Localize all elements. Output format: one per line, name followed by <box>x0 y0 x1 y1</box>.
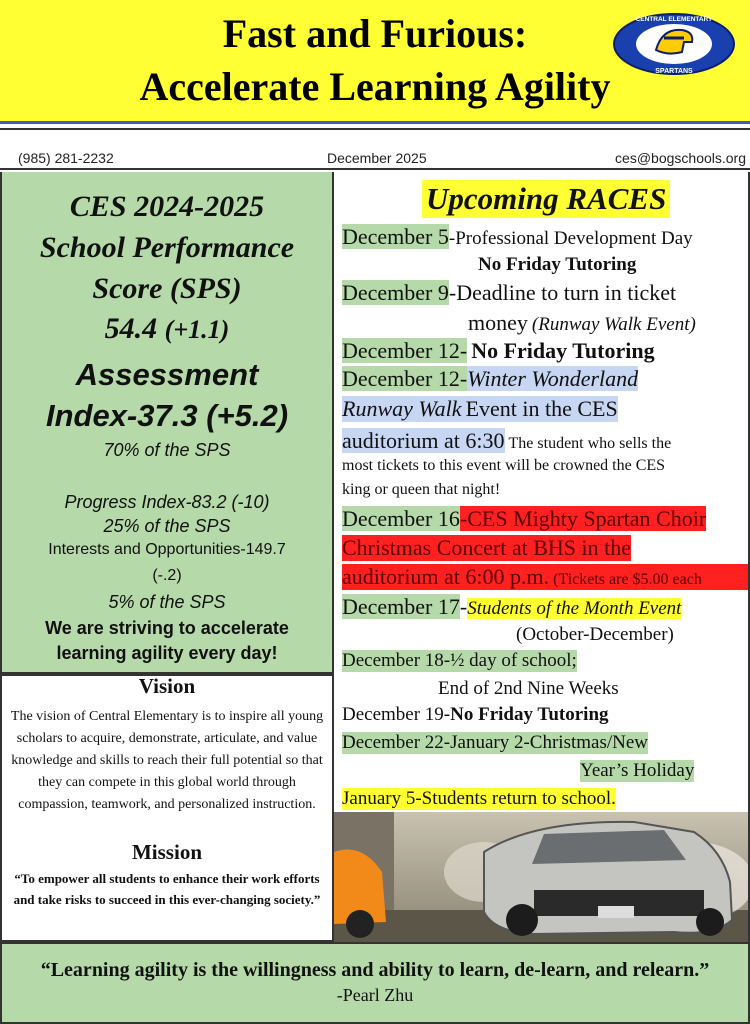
mission-text: “To empower all students to enhance their work efforts and take risks to succeed in this ever-changing society.” <box>13 871 321 907</box>
assessment-index <box>2 354 332 436</box>
event-item: January 5-Students return to school. <box>342 788 616 809</box>
sps-title-line: Score (SPS) <box>92 272 242 305</box>
assessment-pct: 70% of the SPS <box>103 440 231 460</box>
header-banner <box>0 0 750 124</box>
interests-pct: 5% of the SPS <box>108 592 226 612</box>
assessment-line: Index-37.3 (+5.2) <box>45 398 289 433</box>
vision-mission-panel <box>0 674 334 942</box>
sps-score-delta: (+1.1) <box>164 315 230 344</box>
event-item: December 17-Students of the Month Event <box>342 594 682 619</box>
event-date: December 5 <box>342 224 449 249</box>
event-text: No Friday Tutoring <box>471 338 655 363</box>
event-text-italic: Winter Wonderland <box>467 366 639 391</box>
event-date: December 19- <box>342 704 451 725</box>
event-text: -Deadline to turn in ticket <box>448 280 677 305</box>
event-text: most tickets to this event will be crowned the CES <box>342 457 666 474</box>
sps-title-line: School Performance <box>39 231 295 264</box>
sps-panel <box>0 172 334 674</box>
event-text: The student who sells the <box>508 435 672 452</box>
event-item-line <box>342 428 671 454</box>
title-line-2: Accelerate Learning Agility <box>139 64 611 109</box>
event-text: End of 2nd Nine Weeks <box>438 678 619 699</box>
event-text: Event in the CES <box>465 396 618 421</box>
interests-line-1: Interests and Opportunities-149.7 <box>48 541 286 558</box>
event-item-line <box>468 310 696 336</box>
sps-score-value: 54.4 <box>104 312 158 345</box>
event-date: December 16 <box>342 506 460 531</box>
contact-bar <box>0 128 750 170</box>
logo-text-top: CENTRAL ELEMENTARY <box>635 16 713 23</box>
interests-line-2: (-.2) <box>152 567 182 584</box>
event-text: (Tickets are $5.00 each <box>553 571 702 588</box>
event-text: money <box>468 310 528 335</box>
event-date: December 12- <box>342 366 468 391</box>
event-item <box>342 338 655 364</box>
title-line-1: Fast and Furious: <box>222 11 528 56</box>
event-item <box>342 704 609 726</box>
races-title: Upcoming RACES <box>422 180 670 218</box>
footer-quote-box <box>0 942 750 1024</box>
vision-text: The vision of Central Elementary is to inspire all young scholars to acquire, demonstrate, articulate, and value knowledge and skills to reach their full potential so that they can compete in this global world through compassion, teamwork, and personalized instruction. <box>10 709 324 812</box>
event-item <box>342 280 676 306</box>
event-item <box>342 224 693 250</box>
vision-heading: Vision <box>138 674 196 698</box>
logo-text-bottom: SPARTANS <box>655 68 693 75</box>
race-car-photo <box>334 812 748 942</box>
phone-number: (985) 281-2232 <box>18 150 114 166</box>
school-logo <box>612 12 736 76</box>
event-text-italic: (Runway Walk Event) <box>531 314 696 335</box>
event-text: No Friday Tutoring <box>450 704 609 725</box>
event-item-line <box>342 564 748 590</box>
email-address: ces@bogschools.org <box>615 150 746 166</box>
quote-author: -Pearl Zhu <box>336 985 414 1005</box>
event-date: December 12- <box>342 338 468 363</box>
quote-text: “Learning agility is the willingness and ability to learn, de-learn, and relearn.” <box>40 959 710 981</box>
striving-line: learning agility every day! <box>56 643 278 663</box>
event-date: December 9 <box>342 280 449 305</box>
striving-statement <box>2 616 332 666</box>
event-text: -CES Mighty Spartan Choir <box>459 506 707 531</box>
event-item <box>342 366 638 392</box>
mission-heading: Mission <box>131 840 202 864</box>
event-text-italic: Runway Walk <box>342 396 462 421</box>
sps-score <box>2 312 332 346</box>
event-item: December 18-½ day of school; <box>342 650 577 671</box>
striving-line: We are striving to accelerate <box>45 618 289 638</box>
sps-title-line: CES 2024-2025 <box>69 190 265 223</box>
progress-pct: 25% of the SPS <box>103 516 231 536</box>
progress-index: Progress Index-83.2 (-10) <box>64 492 270 512</box>
newsletter-date: December 2025 <box>327 150 427 166</box>
assessment-line: Assessment <box>75 357 259 392</box>
event-text: Christmas Concert at BHS in the <box>342 535 632 560</box>
event-text: auditorium at 6:30 <box>342 428 505 453</box>
event-text: -Professional Development Day <box>448 228 693 249</box>
event-item: December 22-January 2-Christmas/New <box>342 732 649 753</box>
event-text: king or queen that night! <box>342 481 501 498</box>
event-note: No Friday Tutoring <box>478 254 637 275</box>
event-item <box>342 506 706 532</box>
event-text: auditorium at 6:00 p.m. <box>342 564 550 589</box>
event-item-line <box>342 396 618 422</box>
event-text: Year’s Holiday <box>580 760 695 781</box>
event-text-italic: Students of the Month Event <box>467 598 682 619</box>
event-text: (October-December) <box>516 624 674 645</box>
event-date: December 17 <box>342 594 460 619</box>
sps-title <box>2 186 332 309</box>
